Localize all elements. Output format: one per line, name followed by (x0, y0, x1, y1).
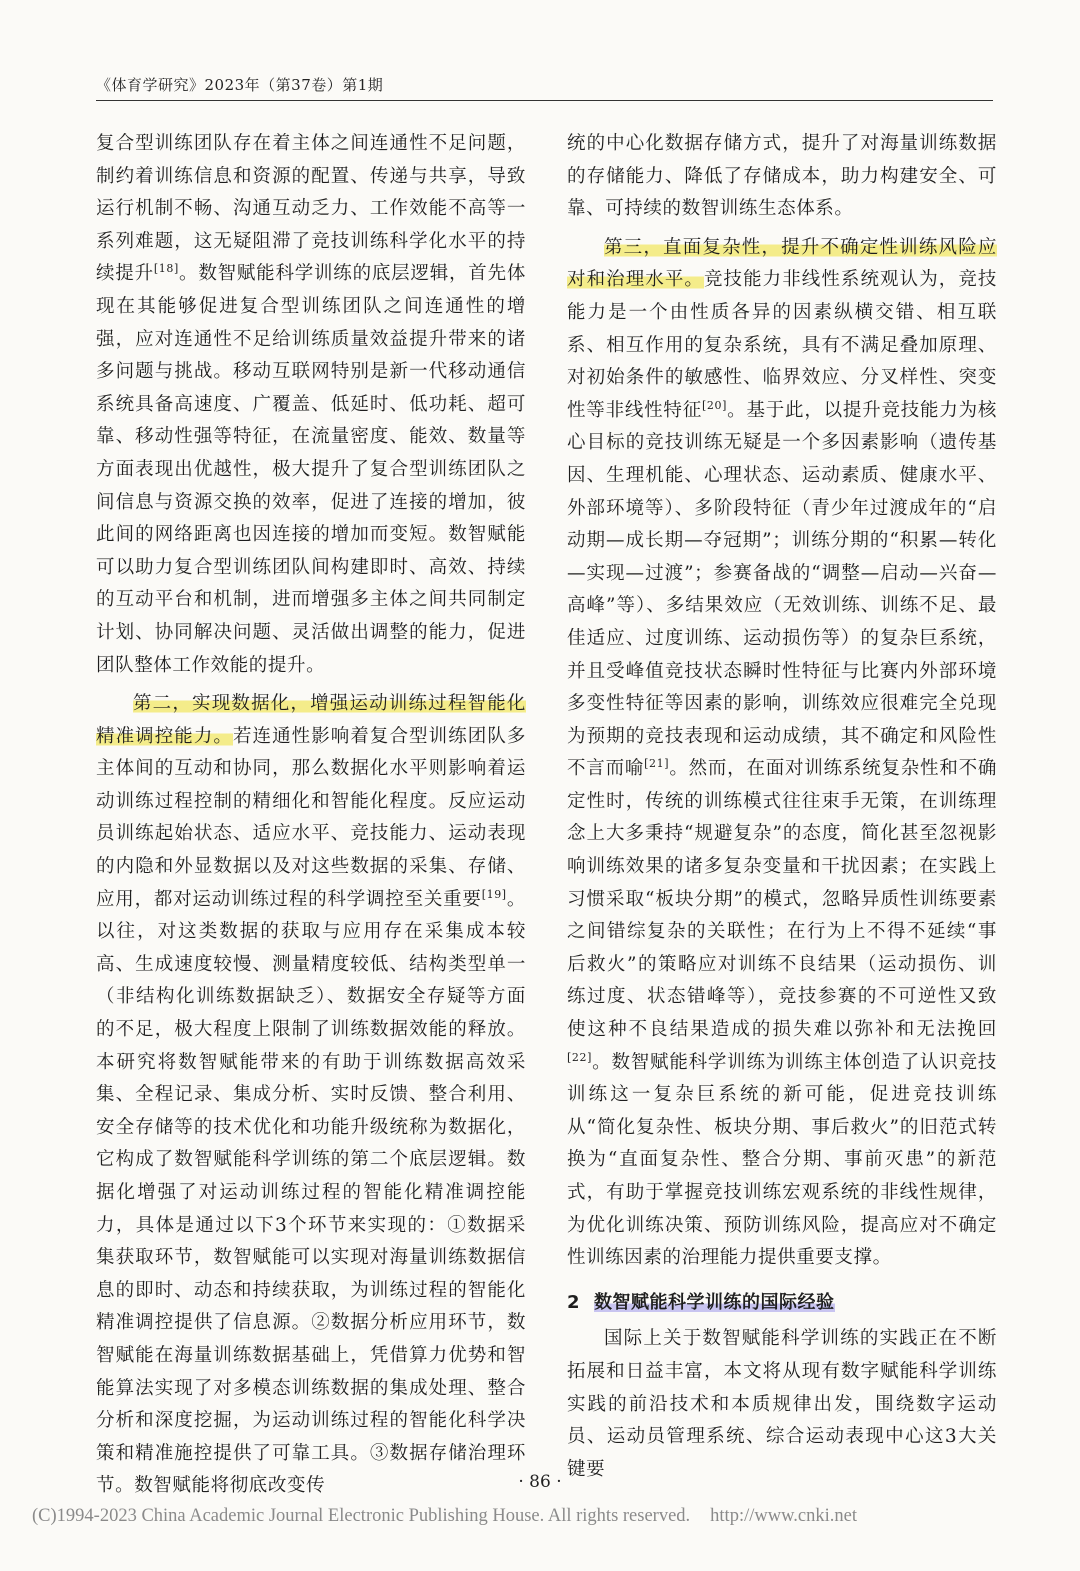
citation: [22] (567, 1050, 592, 1064)
paragraph-international (567, 1323, 997, 1486)
section-number: 2 (567, 1291, 581, 1313)
left-column (96, 128, 526, 1503)
right-column (567, 128, 997, 1486)
paragraph-complexity (567, 232, 997, 1275)
citation: [19] (481, 887, 507, 901)
body-text: 复合型训练团队存在着主体之间连通性不足问题，制约着训练信息和资源的配置、传递与共享，导致运行机制不畅、沟通互动乏力、工作效能不高等一系列难题，这无疑阻滞了竞技训练科学化水平的持续提升 (96, 133, 526, 285)
cnki-url: http://www.cnki.net (710, 1506, 857, 1526)
copyright-text: (C)1994-2023 China Academic Journal Electronic Publishing House. All rights reserved. (32, 1506, 691, 1526)
citation: [21] (644, 757, 670, 771)
body-text: 。数智赋能科学训练为训练主体创造了认识竞技训练这一复杂巨系统的新可能，促进竞技训练从“简化复杂性、板块分期、事后救火”的旧范式转换为“直面复杂性、整合分期、事前灭患”的新范式，有助于掌握竞技训练宏观系统的非线性规律，为优化训练决策、预防训练风险，提高应对不确定性训练因素的治理能力提供重要支撑。 (567, 1051, 997, 1269)
section-heading (567, 1287, 997, 1320)
body-text: 。数智赋能科学训练的底层逻辑，首先体现在其能够促进复合型训练团队之间连通性的增强，应对连通性不足给训练质量效益提升带来的诸多问题与挑战。移动互联网特别是新一代移动通信系统具备高速度、广覆盖、低延时、低功耗、超可靠、移动性强等特征，在流量密度、能效、数量等方面表现出优越性，极大提升了复合型训练团队之间信息与资源交换的效率，促进了连接的增加，彼此间的网络距离也因连接的增加而变短。数智赋能可以助力复合型训练团队间构建即时、高效、持续的互动平台和机制，进而增强多主体之间共同制定计划、协同解决问题、灵活做出调整的能力，促进团队整体工作效能的提升。 (96, 263, 526, 676)
body-text: 。基于此，以提升竞技能力为核心目标的竞技训练无疑是一个多因素影响（遗传基因、生理机能、心理状态、运动素质、健康水平、外部环境等）、多阶段特征（青少年过渡成年的“启动期—成长期—夺冠期”；训练分期的“积累—转化—实现—过渡”；参赛备战的“调整—启动—兴奋—高峰”等）、多结果效应（无效训练、训练不足、最佳适应、过度训练、运动损伤等）的复杂巨系统，并且受峰值竞技状态瞬时性特征与比赛内外部环境多变性特征等因素的影响，训练效应很难完全兑现为预期的竞技表现和运动成绩，其不确定和风险性不言而喻 (567, 399, 998, 780)
body-text: 竞技能力非线性系统观认为，竞技能力是一个由性质各异的因素纵横交错、相互联系、相互作用的复杂系统，具有不满足叠加原理、对初始条件的敏感性、临界效应、分叉样性、突变性等非线性特征 (567, 269, 997, 421)
paragraph-connectivity (96, 128, 526, 682)
body-text: 若连通性影响着复合型训练团队多主体间的互动和协同，那么数据化水平则影响着运动训练过程控制的精细化和智能化程度。反应运动员训练起始状态、适应水平、竞技能力、运动表现的内隐和外显数据以及对这些数据的采集、存储、应用，都对运动训练过程的科学调控至关重要 (96, 725, 526, 910)
paragraph-datafication (96, 688, 526, 1503)
copyright-footer (32, 1506, 857, 1527)
running-head: 《体育学研究》2023年（第37卷）第1期 (96, 76, 384, 94)
citation: [18] (153, 262, 179, 276)
body-text: 国际上关于数智赋能科学训练的实践正在不断拓展和日益丰富，本文将从现有数字赋能科学训练实践的前沿技术和本质规律出发，围绕数字运动员、运动员管理系统、综合运动表现中心这3大关键要 (567, 1328, 997, 1480)
highlighted-topic-sentence: 第二，实现数据化，增强运动训练过程智能化精准调控能力。 (96, 693, 526, 747)
paragraph-storage (567, 128, 997, 226)
page-number: · 86 · (518, 1472, 562, 1492)
section-title: 数智赋能科学训练的国际经验 (594, 1291, 835, 1313)
highlighted-topic-sentence: 第三，直面复杂性，提升不确定性训练风险应对和治理水平。 (567, 236, 997, 291)
body-text: 统的中心化数据存储方式，提升了对海量训练数据的存储能力、降低了存储成本，助力构建安全、可靠、可持续的数智训练生态体系。 (567, 133, 997, 220)
body-text: 。以往，对这类数据的获取与应用存在采集成本较高、生成速度较慢、测量精度较低、结构类型单一（非结构化训练数据缺乏）、数据安全存疑等方面的不足，极大程度上限制了训练数据效能的释放。本研究将数智赋能带来的有助于训练数据高效采集、全程记录、集成分析、实时反馈、整合利用、安全存储等的技术优化和功能升级统称为数据化，它构成了数智赋能科学训练的第二个底层逻辑。数据化增强了对运动训练过程的智能化精准调控能力，具体是通过以下3个环节来实现的：①数据采集获取环节，数智赋能可以实现对海量训练数据信息的即时、动态和持续获取，为训练过程的智能化精准调控提供了信息源。②数据分析应用环节，数智赋能在海量训练数据基础上，凭借算力优势和智能算法实现了对多模态训练数据的集成处理、整合分析和深度挖掘，为运动训练过程的智能化科学决策和精准施控提供了可靠工具。③数据存储治理环节。数智赋能将彻底改变传 (96, 888, 526, 1497)
citation: [20] (702, 398, 727, 412)
body-text: 。然而，在面对训练系统复杂性和不确定性时，传统的训练模式往往束手无策，在训练理念上大多秉持“规避复杂”的态度，简化甚至忽视影响训练效果的诸多复杂变量和干扰因素；在实践上习惯采取“板块分期”的模式，忽略异质性训练要素之间错综复杂的关联性；在行为上不得不延续“事后救火”的策略应对训练不良结果（运动损伤、训练过度、状态错峰等），竞技参赛的不可逆性又致使这种不良结果造成的损失难以弥补和无法挽回 (567, 758, 998, 1041)
header-rule (96, 100, 993, 101)
